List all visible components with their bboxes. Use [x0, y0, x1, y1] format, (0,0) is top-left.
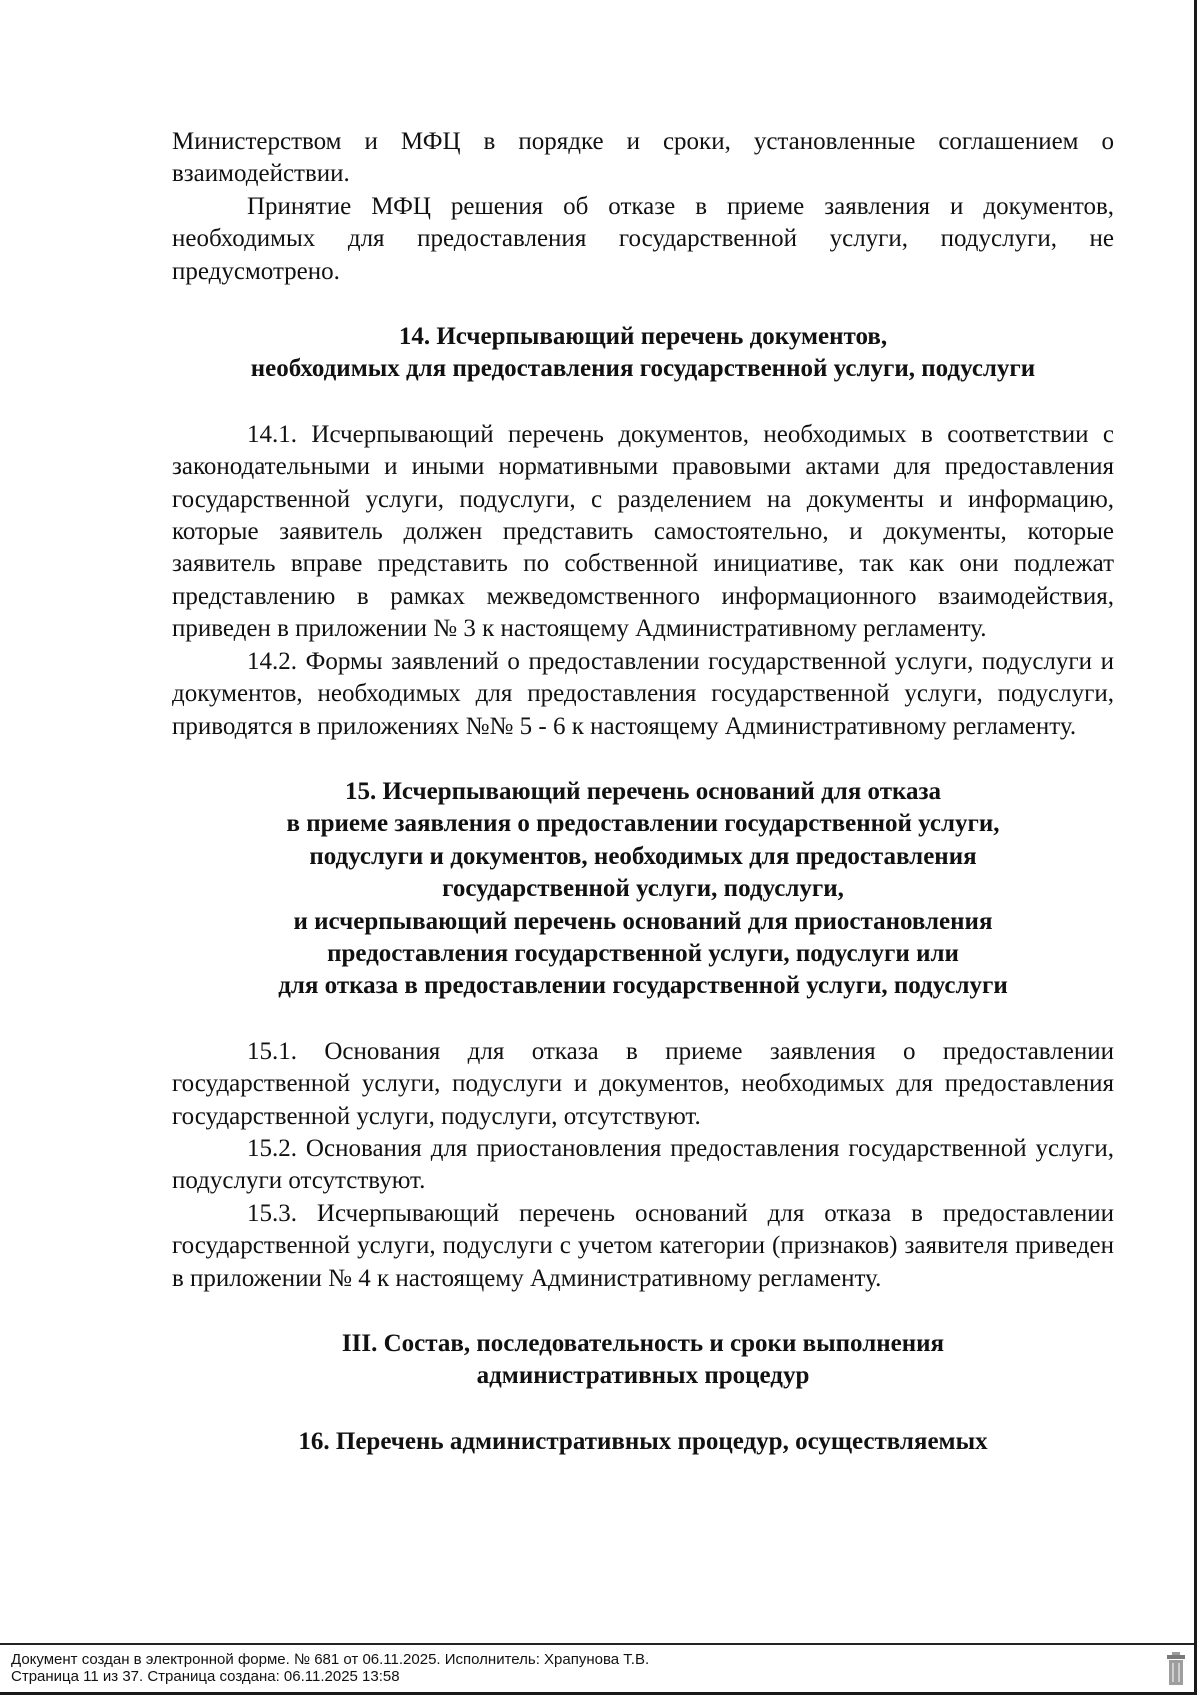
heading-line: III. Состав, последовательность и сроки выполнения: [341, 1330, 945, 1357]
paragraph-14-1: 14.1. Исчерпывающий перечень документов, необходимых в соответствии с законодательными и иными нормативными правовыми актами для предоставления государственной услуги, подуслуги, с разделением на документы и информацию, которые заявитель должен представить самостоятельно, и документы, которые заявитель вправе представить по собственной инициативе, так как они подлежат представлению в рамках межведомственного информационного взаимодействия, приведен в приложении № 3 к настоящему Административному регламенту.: [172, 420, 1114, 643]
footer-page-info: Страница 11 из 37. Страница создана: 06.11.2025 13:58: [11, 1668, 400, 1685]
heading-line: в приеме заявления о предоставлении государственной услуги,: [286, 810, 1000, 838]
document-footer: [0, 1643, 1194, 1693]
trash-icon: [1166, 1652, 1186, 1686]
section-14-heading: [172, 321, 1114, 386]
heading-line: 15. Исчерпывающий перечень оснований для отказа: [344, 777, 942, 805]
section-3-heading: [172, 1328, 1114, 1393]
heading-line: необходимых для предоставления государственной услуги, подуслуги: [250, 355, 1036, 383]
spacer: [172, 288, 1114, 321]
paragraph-15-1: 15.1. Основания для отказа в приеме заявления о предоставлении государственной услуги, подуслуги и документов, необходимых для предоставления государственной услуги, подуслуги, отсутствуют.: [172, 1037, 1114, 1130]
paragraph-continuation: Министерством и МФЦ в порядке и сроки, установленные соглашением о взаимодействии.: [172, 128, 1114, 188]
heading-line: для отказа в предоставлении государственной услуги, подуслуги: [278, 972, 1008, 1000]
document-body: [172, 126, 1114, 1458]
footer-created-info: Документ создан в электронной форме. № 681 от 06.11.2025. Исполнитель: Храпунова Т.В.: [11, 1651, 650, 1668]
section-16-heading: [172, 1426, 1114, 1458]
heading-line: 14. Исчерпывающий перечень документов,: [398, 323, 888, 351]
heading-line: государственной услуги, подуслуги,: [442, 875, 844, 903]
section-15-heading: [172, 776, 1114, 1003]
heading-line: и исчерпывающий перечень оснований для приостановления: [293, 907, 993, 935]
paragraph-14-2: 14.2. Формы заявлений о предоставлении государственной услуги, подуслуги и документов, необходимых для предоставления государственной услуги, подуслуги, приводятся в приложениях №№ 5 - 6 к настоящему Административному регламенту.: [172, 647, 1114, 740]
spacer: [172, 743, 1114, 776]
spacer: [172, 1003, 1114, 1036]
paragraph-15-2: 15.2. Основания для приостановления предоставления государственной услуги, подуслуги отсутствуют.: [172, 1134, 1114, 1195]
spacer: [172, 1393, 1114, 1426]
paragraph-15-3: 15.3. Исчерпывающий перечень оснований для отказа в предоставлении государственной услуги, подуслуги с учетом категории (признаков) заявителя приведен в приложении № 4 к настоящему Административному регламенту.: [172, 1199, 1114, 1292]
heading-line: подуслуги и документов, необходимых для предоставления: [309, 842, 977, 870]
paragraph-mfc-refusal: Принятие МФЦ решения об отказе в приеме заявления и документов, необходимых для предоставления государственной услуги, подуслуги, не предусмотрено.: [172, 192, 1114, 285]
spacer: [172, 1295, 1114, 1328]
heading-line: административных процедур: [476, 1362, 810, 1390]
spacer: [172, 386, 1114, 419]
heading-line: 16. Перечень административных процедур, осуществляемых: [298, 1427, 988, 1455]
heading-line: предоставления государственной услуги, подуслуги или: [327, 939, 959, 967]
